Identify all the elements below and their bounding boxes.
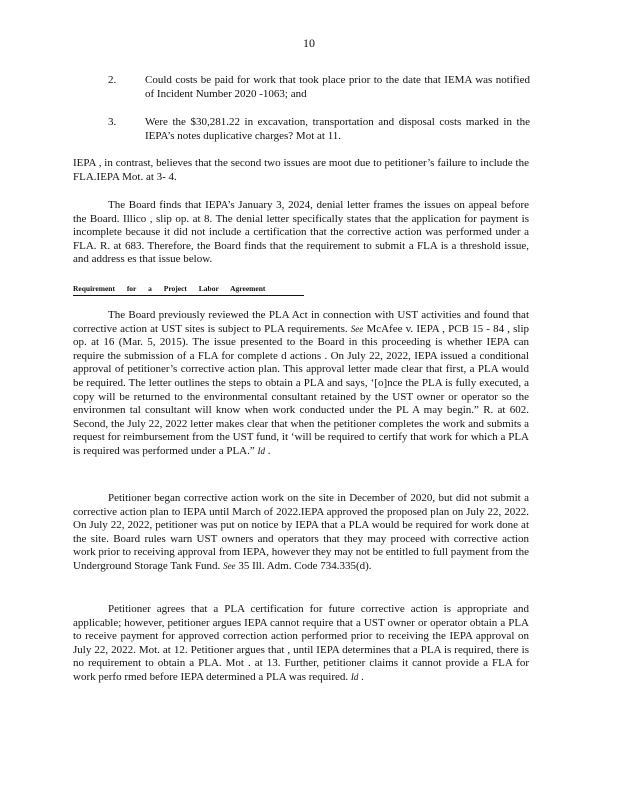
paragraph-petitioner-agrees: Petitioner agrees that a PLA certification for future corrective action is appropriate and applicable; however, petitioner argues IEPA cannot require that a UST owner or operator obtain a PLA to receive payment for approved correction action performed prior to receiving the IEPA approval on July 22, 2022. Mot. at 12. Petitioner argues that , until IEPA determines that a PLA is required, there is no requirement to obtain a PLA. Mot . at 13. Further, petitioner claims it cannot provide a FLA for work perfo rmed before IEPA determined a PLA was required. Id . — [73, 603, 529, 683]
issue-number: 3. — [108, 116, 117, 128]
paragraph-text: 35 Ill. Adm. Code 734.335(d). — [238, 559, 372, 572]
citation-signal: Id — [257, 445, 265, 456]
citation-signal: See — [350, 323, 364, 334]
issue-item-3 — [108, 116, 530, 143]
citation-signal: Id — [350, 671, 359, 682]
citation-signal: See — [223, 560, 236, 571]
issue-item-2 — [108, 74, 530, 101]
page-number: 10 — [303, 36, 315, 50]
paragraph-text: Petitioner agrees that a PLA certification for future corrective action is appropriate and applicable; however, petitioner argues IEPA cannot require that a UST owner or operator obtain a PLA to receive payment for approved correction action performed prior to receiving the IEPA approval on July 22, 2022. Mot. at 12. Petitioner argues that , until IEPA determines that a PLA is required, there is no requirement to obtain a PLA. Mot . at 13. Further, petitioner claims it cannot provide a FLA for work perfo rmed before IEPA determined a PLA was required. — [73, 603, 529, 683]
issue-text: Were the $30,281.22 in excavation, transportation and disposal costs marked in the IEPA’s notes duplicative charges? Mot at 11. — [145, 116, 530, 142]
paragraph-text: Petitioner began corrective action work on the site in December of 2020, but did not submit a corrective action plan to IEPA until March of 2022.IEPA approved the proposed plan on July 22, 2022. On July 22, 2022, petitioner was put on notice by IEPA that a PLA would be required for work done at the site. Board rules warn UST owners and operators that they may proceed with corrective action work prior to receiving approval from IEPA, however they may not be entitled to full payment from the Underground Storage Tank Fund. — [73, 492, 529, 572]
section-heading: Requirement for a Project Labor Agreement — [73, 284, 304, 296]
paragraph-board-previously: The Board previously reviewed the PLA Act in connection with UST activities and found that corrective action at UST sites is subject to PLA requirements. See McAfee v. IEPA , PCB 15 - 84 , slip op. at 16 (Mar. 5, 2015). The issue presented to the Board in this proceeding is whether IEPA can require the submission of a FLA for complete d actions . On July 22, 2022, IEPA issued a conditional approval of petitioner’s corrective action plan. This approval letter made clear that first, a PLA would be required. The letter outlines the steps to obtain a PLA and says, ‘[o]nce the PLA is fully executed, a copy will be returned to the environmental consultant retained by the UST owner or operator so the environmen tal consultant will know when work conducted under the PL A may begin.” R. at 602. Second, the July 22, 2022 letter makes clear that when the petitioner completes the work and submits a request for reimbursement from the UST fund, it ‘will be required to certify that work for which a PLA is required was performed under a PLA.” Id . — [73, 309, 530, 457]
paragraph-board-finds: The Board finds that IEPA’s January 3, 2024, denial letter frames the issues on appeal before the Board. Illico , slip op. at 8. The denial letter specifically states that the application for payment is incomplete because it did not include a certification that the corrective action was performed under a FLA. R. at 683. Therefore, the Board finds that the requirement to submit a FLA is a threshold issue, and address es that issue below. — [73, 199, 529, 266]
paragraph-iepa-contrast: IEPA , in contrast, believes that the second two issues are moot due to petitioner’s failure to include the FLA.IEPA Mot. at 3- 4. — [73, 157, 529, 183]
paragraph-text: The Board previously reviewed the PLA Act in connection with UST activities and found that corrective action at UST sites is subject to PLA requirements. — [73, 309, 529, 335]
paragraph-text: McAfee v. IEPA , PCB 15 - 84 , slip op. at 16 (Mar. 5, 2015). The issue presented to the Board in this proceeding is whether IEPA can require the submission of a FLA for complete d actions . On July 22, 2022, IEPA issued a conditional approval of petitioner’s corrective action plan. This approval letter made clear that first, a PLA would be required. The letter outlines the steps to obtain a PLA and says, ‘[o]nce the PLA is fully executed, a copy will be returned to the environmental consultant retained by the UST owner or operator so the environmen tal consultant will know when work conducted under the PL A may begin.” R. at 602. Second, the July 22, 2022 letter makes clear that when the petitioner completes the work and submits a request for reimbursement from the UST fund, it ‘will be required to certify that work for which a PLA is required was performed under a PLA.” — [73, 322, 530, 457]
issue-number: 2. — [108, 74, 117, 86]
issue-text: Could costs be paid for work that took place prior to the date that IEMA was notified of Incident Number 2020 -1063; and — [145, 74, 530, 100]
paragraph-petitioner-began — [73, 492, 529, 574]
